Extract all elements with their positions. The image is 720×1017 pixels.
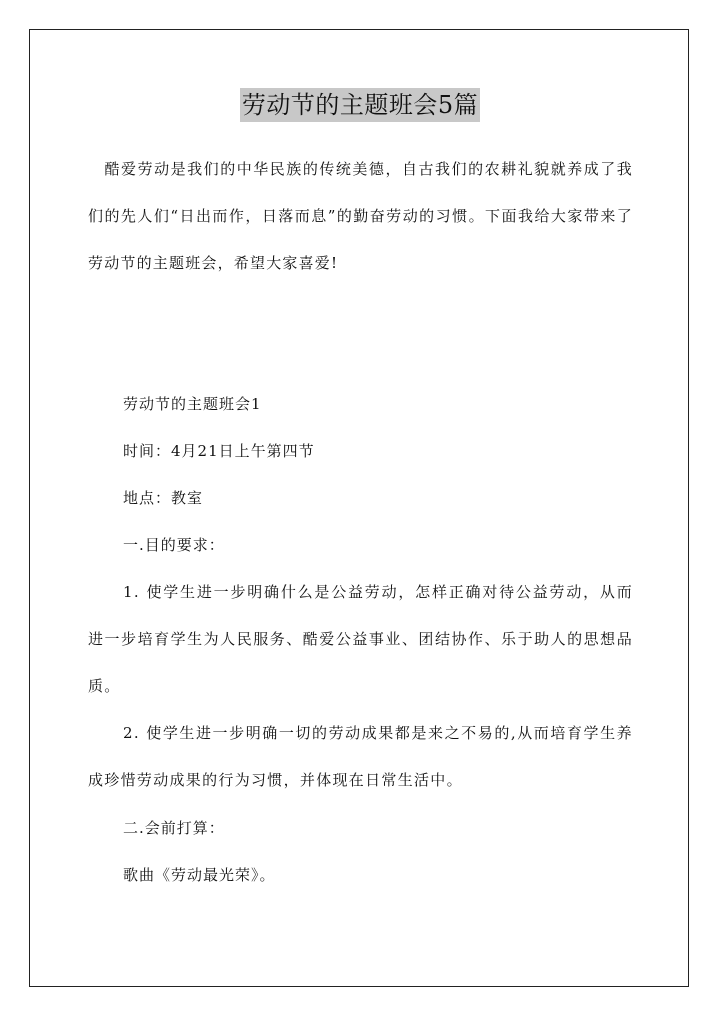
section-heading: 劳动节的主题班会1 — [123, 395, 262, 413]
item-2: 2. 使学生进一步明确一切的劳动成果都是来之不易的,从而培育学生养成珍惜劳动成果的行为习惯，并体现在日常生活中。 — [88, 724, 633, 789]
item-1: 1. 使学生进一步明确什么是公益劳动，怎样正确对待公益劳动，从而进一步培育学生为人民服务、酷爱公益事业、团结协作、乐于助人的思想品质。 — [88, 583, 633, 695]
song-line: 歌曲《劳动最光荣》。 — [123, 866, 276, 884]
title-wrap — [0, 88, 720, 122]
part1-heading: 一.目的要求： — [123, 536, 225, 554]
intro-paragraph: 酷爱劳动是我们的中华民族的传统美德，自古我们的农耕礼貌就养成了我们的先人们“日出而作，日落而息”的勤奋劳动的习惯。下面我给大家带来了劳动节的主题班会，希望大家喜爱! — [88, 160, 633, 272]
place-line: 地点：教室 — [123, 489, 204, 507]
time-line: 时间：4月21日上午第四节 — [123, 442, 315, 460]
document-title: 劳动节的主题班会5篇 — [240, 88, 480, 122]
part2-heading: 二.会前打算： — [123, 819, 225, 837]
